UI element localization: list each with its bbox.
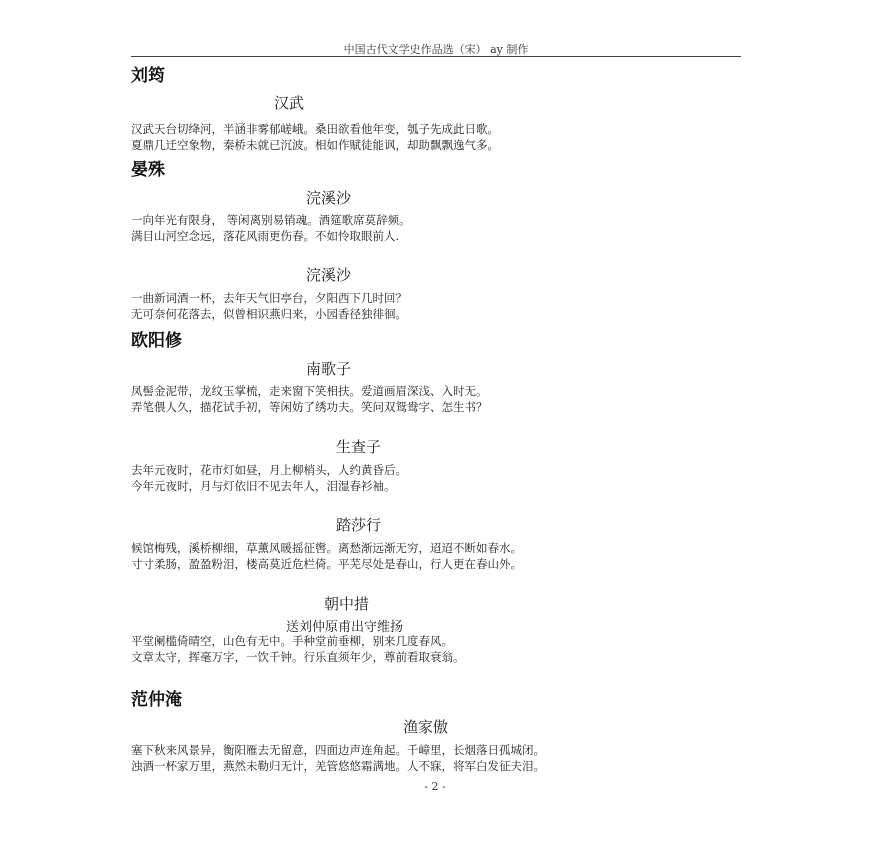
poem-line: 浊酒一杯家万里，燕然未勒归无计，羌管悠悠霜满地。人不寐，将军白发征夫泪。	[131, 759, 545, 773]
poem-line: 一向年光有限身， 等闲离别易销魂。酒筵歌席莫辞频。	[131, 213, 411, 227]
page-number: - 2 -	[424, 780, 446, 793]
poem-title: 南歌子	[306, 360, 352, 378]
poem-line: 汉武天台切绛河，半涵非雾郁嵯峨。桑田欲看他年变，瓠子先成此日歌。	[131, 122, 499, 136]
poem-line: 塞下秋来风景异，衡阳雁去无留意，四面边声连角起。千嶂里，长烟落日孤城闭。	[131, 743, 545, 757]
poem-line: 去年元夜时，花市灯如昼，月上柳梢头，人约黄昏后。	[131, 463, 407, 477]
poem-line: 寸寸柔肠，盈盈粉泪，楼高莫近危栏倚。平芜尽处是春山，行人更在春山外。	[131, 557, 522, 571]
poem-line: 文章太守，挥毫万字，一饮千钟。行乐直须年少，尊前看取衰翁。	[131, 650, 465, 664]
author-heading: 刘筠	[131, 66, 165, 86]
poem-line: 一曲新词酒一杯，去年天气旧亭台，夕阳西下几时回？	[131, 291, 407, 305]
author-heading: 欧阳修	[131, 331, 182, 351]
author-heading: 晏殊	[131, 160, 165, 180]
header-rule	[131, 56, 741, 57]
poem-line: 无可奈何花落去，似曾相识燕归来，小园香径独徘徊。	[131, 307, 407, 321]
poem-title: 朝中措	[324, 595, 370, 613]
poem-subtitle: 送刘仲原甫出守维扬	[286, 620, 404, 635]
poem-title: 浣溪沙	[306, 266, 352, 284]
poem-line: 凤髻金泥带，龙纹玉掌梳，走来窗下笑相扶。爱道画眉深浅、入时无。	[131, 384, 488, 398]
poem-title: 生查子	[336, 438, 382, 456]
poem-line: 今年元夜时，月与灯依旧不见去年人，泪湿春衫袖。	[131, 479, 396, 493]
poem-line: 平堂阑槛倚晴空，山色有无中。手种堂前垂柳，别来几度春风。	[131, 634, 453, 648]
poem-line: 夏鼎几迁空象物，秦桥未就已沉波。相如作赋徒能讽，却助飘飘逸气多。	[131, 138, 499, 152]
poem-title: 汉武	[274, 94, 305, 112]
poem-title: 踏莎行	[336, 516, 382, 534]
poem-title: 浣溪沙	[306, 189, 352, 207]
page-header: 中国古代文学史作品选（宋） ay 制作	[343, 43, 529, 56]
poem-line: 满目山河空念远，落花风雨更伤春。不如怜取眼前人.	[131, 229, 400, 243]
poem-line: 弄笔偎人久，描花试手初，等闲妨了绣功夫。笑问双鸳鸯字、怎生书？	[131, 400, 488, 414]
author-heading: 范仲淹	[131, 690, 182, 710]
poem-line: 候馆梅残，溪桥柳细，草薰风暖摇征辔。离愁渐远渐无穷，迢迢不断如春水。	[131, 541, 522, 555]
poem-title: 渔家傲	[403, 718, 449, 736]
